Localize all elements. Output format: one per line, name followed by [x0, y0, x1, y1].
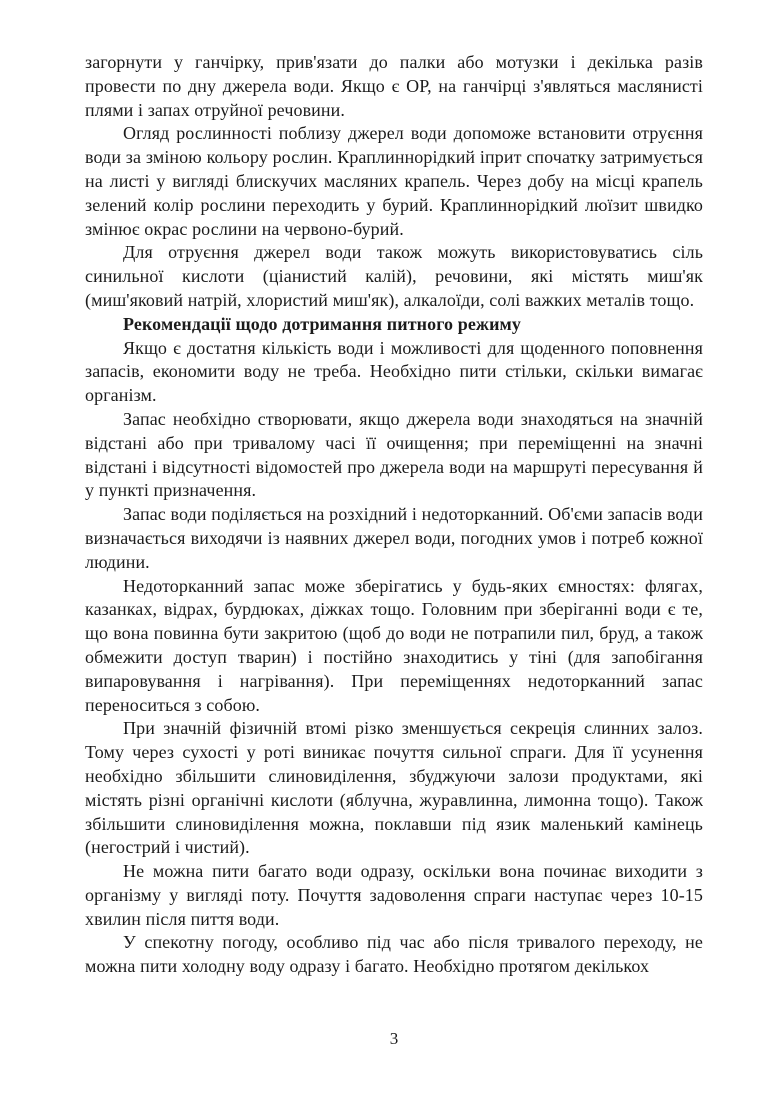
paragraph: Запас води поділяється на розхідний і недоторканний. Об'єми запасів води визначається виходячи із наявних джерел води, погодних умов і потреб кожної людини. [85, 504, 703, 572]
page-text [85, 51, 703, 979]
paragraph: У спекотну погоду, особливо під час або після тривалого переходу, не можна пити холодну воду одразу і багато. Необхідно протягом декількох [85, 932, 703, 977]
paragraph: Огляд рослинності поблизу джерел води допоможе встановити отруєння води за зміною кольору рослин. Краплиннорідкий іприт спочатку затримується на листі у вигляді блискучих масляних крапель. Через добу на місці крапель зелений колір рослини переходить у бурий. Краплиннорідкий люїзит швидко змінює окрас рослини на червоно-бурий. [85, 123, 703, 239]
paragraph: загорнути у ганчірку, прив'язати до палки або мотузки і декілька разів провести по дну джерела води. Якщо є ОР, на ганчірці з'являться маслянисті плями і запах отруйної речовини. [85, 52, 703, 120]
paragraph: Для отруєння джерел води також можуть використовуватись сіль синильної кислоти (ціанистий калій), речовини, які містять миш'як (миш'яковий натрій, хлористий миш'як), алкалоїди, солі важких металів тощо. [85, 242, 703, 310]
paragraph: При значній фізичній втомі різко зменшується секреція слинних залоз. Тому через сухості у роті виникає почуття сильної спраги. Для її усунення необхідно збільшити слиновиділення, збуджуючи залози продуктами, які містять різні органічні кислоти (яблучна, журавлинна, лимонна тощо). Також збільшити слиновиділення можна, поклавши під язик маленький камінець (негострий і чистий). [85, 718, 703, 858]
paragraph: Якщо є достатня кількість води і можливості для щоденного поповнення запасів, економити воду не треба. Необхідно пити стільки, скільки вимагає організм. [85, 337, 703, 406]
paragraph: Не можна пити багато води одразу, оскільки вона починає виходити з організму у вигляді поту. Почуття задоволення спраги наступає через 10-15 хвилин після пиття води. [85, 861, 703, 929]
section-heading: Рекомендації щодо дотримання питного режиму [123, 313, 522, 334]
paragraph: Запас необхідно створювати, якщо джерела води знаходяться на значній відстані або при тривалому часі її очищення; при переміщенні на значні відстані і відсутності відомостей про джерела води на маршруті пересування й у пункті призначення. [85, 408, 703, 501]
page-number: 3 [389, 1029, 399, 1048]
paragraph: Недоторканний запас може зберігатись у будь-яких ємностях: флягах, казанках, відрах, бурдюках, діжках тощо. Головним при зберіганні води є те, що вона повинна бути закритою (щоб до води не потрапили пил, бруд, а також обмежити доступ тварин) і постійно знаходитись у тіні (для запобігання випаровування і нагрівання). При переміщеннях недоторканний запас переноситься з собою. [85, 575, 703, 715]
